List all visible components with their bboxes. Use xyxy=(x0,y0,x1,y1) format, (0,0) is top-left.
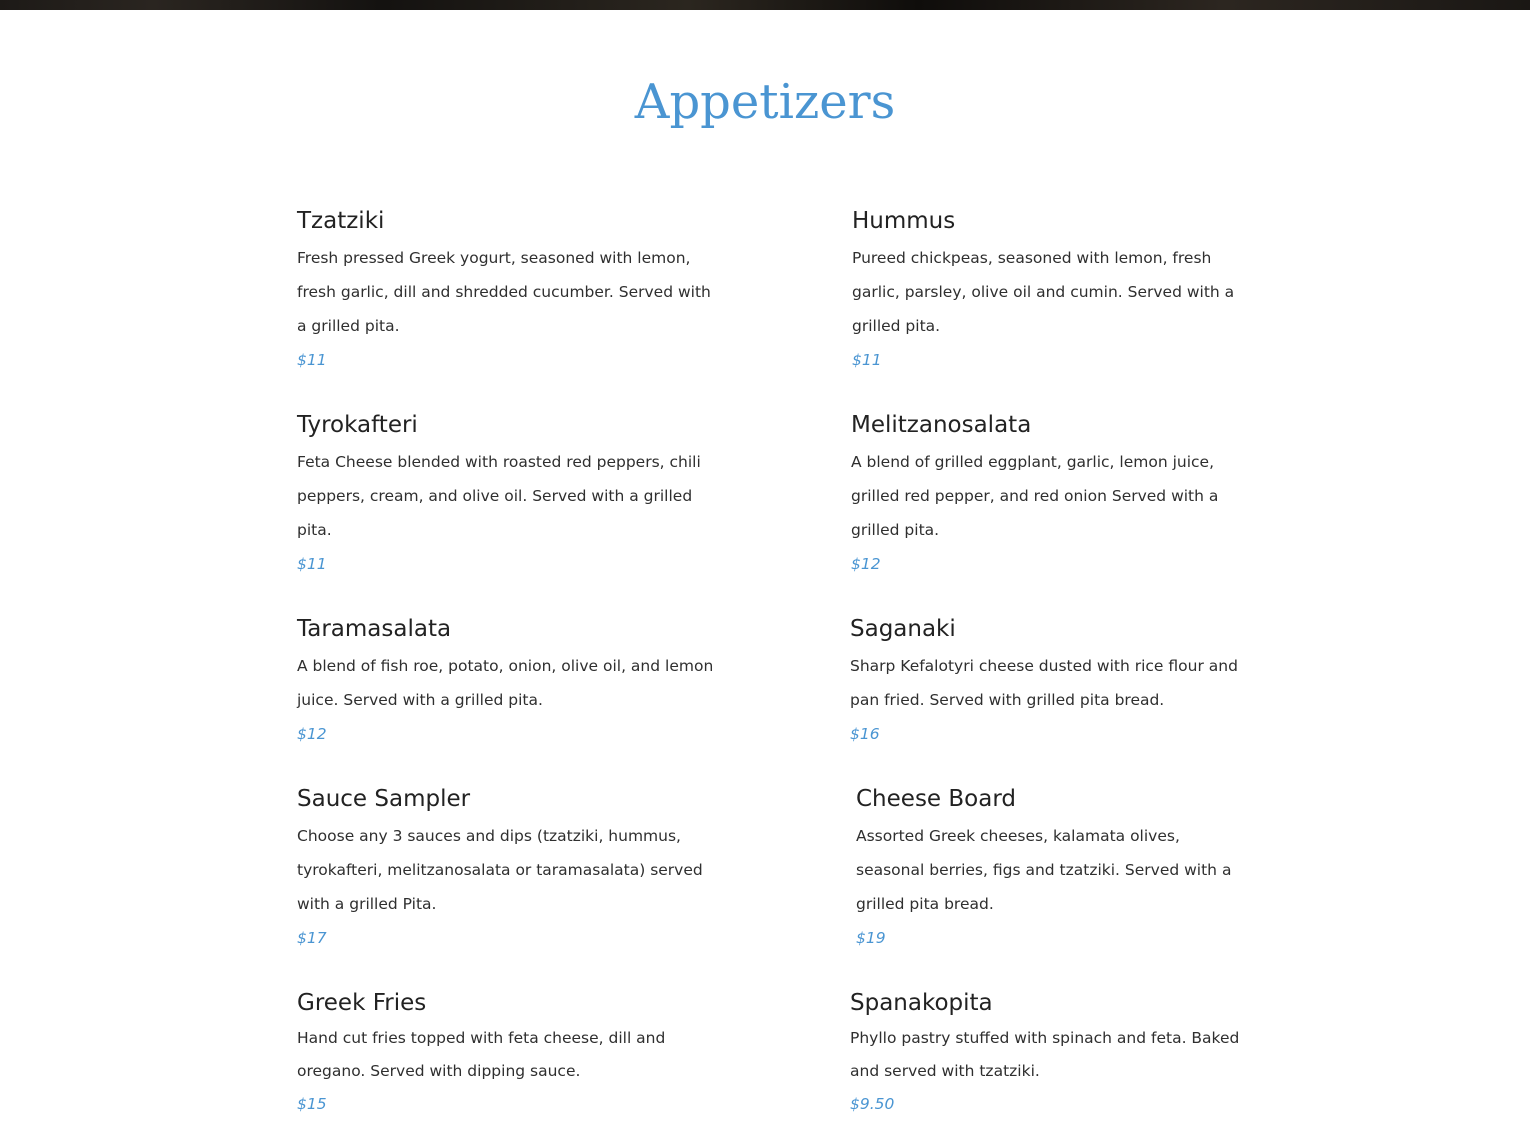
item-price: $17 xyxy=(297,929,327,947)
item-description: A blend of grilled eggplant, garlic, lemon juice, grilled red pepper, and red onion Served with a grilled pita. xyxy=(851,453,1219,539)
menu-item-greek-fries xyxy=(297,989,717,1121)
menu-item-tzatziki xyxy=(297,207,717,377)
item-price: $12 xyxy=(851,555,881,573)
item-name: Tyrokafteri xyxy=(297,412,418,438)
item-price: $9.50 xyxy=(850,1095,895,1113)
menu-item-taramasalata xyxy=(297,615,717,751)
item-price: $11 xyxy=(297,555,327,573)
item-description: Hand cut fries topped with feta cheese, dill and oregano. Served with dipping sauce. xyxy=(297,1029,666,1080)
item-name: Tzatziki xyxy=(297,208,385,234)
item-name: Spanakopita xyxy=(850,990,993,1016)
item-price: $11 xyxy=(852,351,882,369)
item-description: Choose any 3 sauces and dips (tzatziki, hummus, tyrokafteri, melitzanosalata or taramasalata) served with a grilled Pita. xyxy=(297,827,703,913)
menu-item-tyrokafteri xyxy=(297,411,717,581)
item-price: $11 xyxy=(297,351,327,369)
item-description: Sharp Kefalotyri cheese dusted with rice flour and pan fried. Served with grilled pita bread. xyxy=(850,657,1238,709)
menu-item-sauce-sampler xyxy=(297,785,717,955)
item-name: Sauce Sampler xyxy=(297,786,471,812)
item-description: A blend of fish roe, potato, onion, olive oil, and lemon juice. Served with a grilled pita. xyxy=(297,657,714,709)
item-description: Pureed chickpeas, seasoned with lemon, fresh garlic, parsley, olive oil and cumin. Served with a grilled pita. xyxy=(852,249,1235,335)
item-price: $19 xyxy=(856,929,886,947)
item-name: Hummus xyxy=(852,208,956,234)
menu-item-spanakopita xyxy=(850,989,1240,1121)
item-name: Melitzanosalata xyxy=(851,412,1032,438)
item-name: Saganaki xyxy=(850,616,956,642)
section-title: Appetizers xyxy=(634,74,896,130)
header-image-strip xyxy=(0,0,1530,10)
item-description: Assorted Greek cheeses, kalamata olives, seasonal berries, figs and tzatziki. Served with a grilled pita bread. xyxy=(856,827,1232,913)
item-price: $15 xyxy=(297,1095,327,1113)
item-description: Fresh pressed Greek yogurt, seasoned with lemon, fresh garlic, dill and shredded cucumber. Served with a grilled pita. xyxy=(297,249,711,335)
menu-item-melitzanosalata xyxy=(851,411,1241,581)
item-price: $12 xyxy=(297,725,327,743)
item-name: Greek Fries xyxy=(297,990,427,1016)
item-name: Cheese Board xyxy=(856,786,1016,812)
menu-item-cheese-board xyxy=(856,785,1246,955)
menu-item-hummus xyxy=(852,207,1242,377)
item-name: Taramasalata xyxy=(297,616,452,642)
item-price: $16 xyxy=(850,725,880,743)
menu-item-saganaki xyxy=(850,615,1240,751)
item-description: Feta Cheese blended with roasted red peppers, chili peppers, cream, and olive oil. Served with a grilled pita. xyxy=(297,453,701,539)
item-description: Phyllo pastry stuffed with spinach and feta. Baked and served with tzatziki. xyxy=(850,1029,1240,1080)
